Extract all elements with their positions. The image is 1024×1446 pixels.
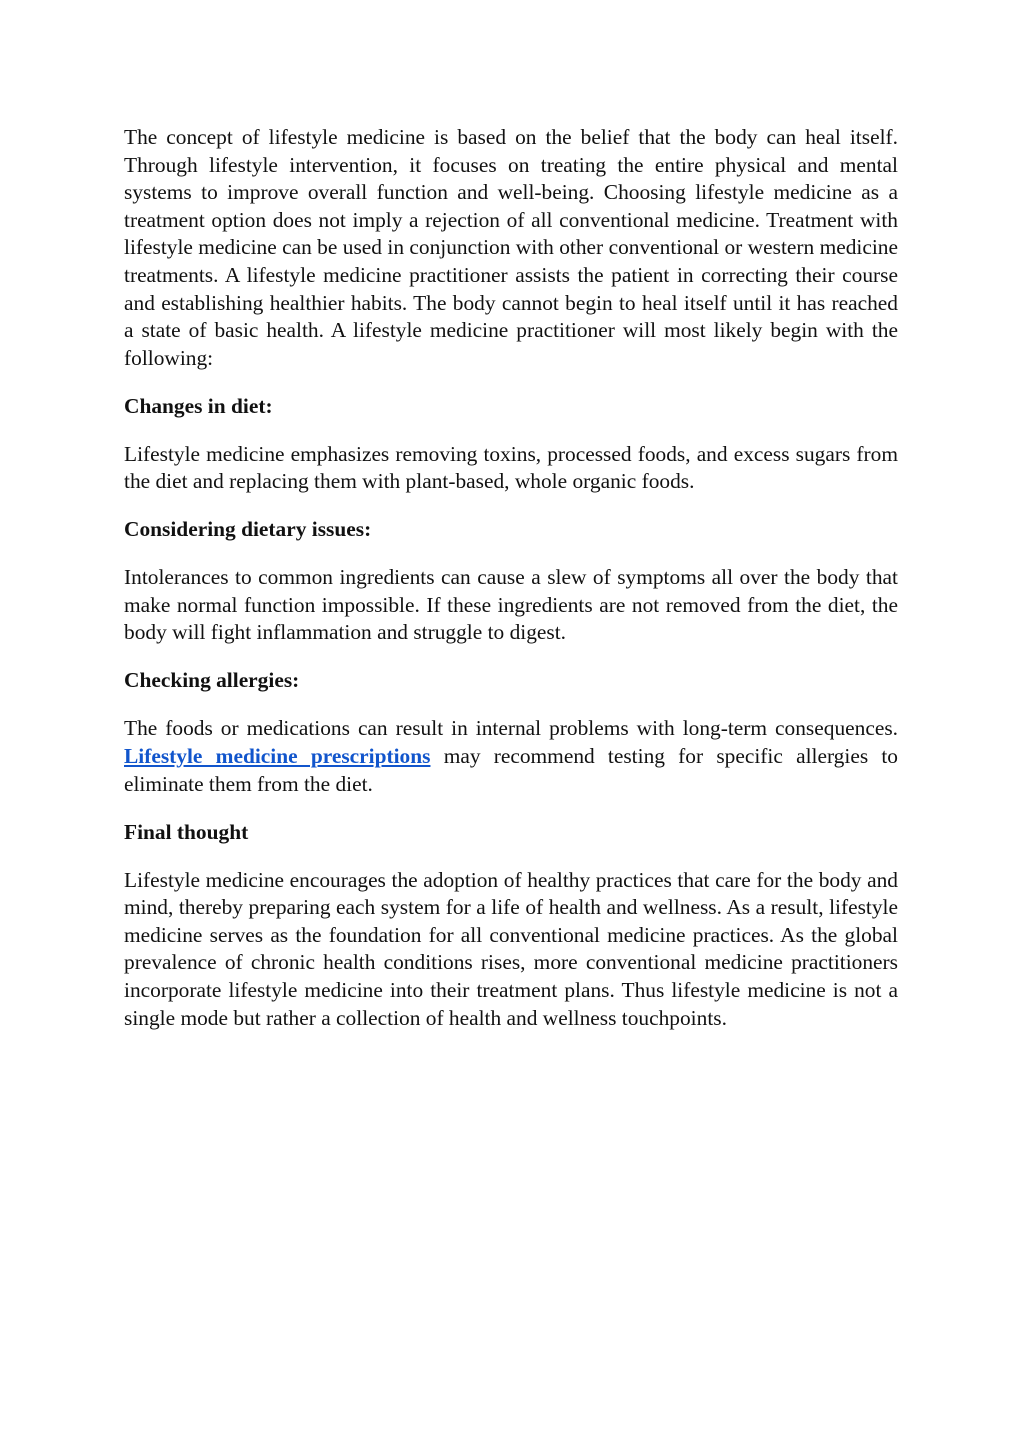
paragraph-changes-in-diet: Lifestyle medicine emphasizes removing toxins, processed foods, and excess sugars from the diet and replacing them with plant-based, whole organic foods. [124,441,898,494]
allergies-text-before-link: The foods or medications can result in internal problems with long-term consequences. [124,716,898,741]
paragraph-checking-allergies [124,715,898,798]
paragraph-considering-dietary-issues: Intolerances to common ingredients can cause a slew of symptoms all over the body that make normal function impossible. If these ingredients are not removed from the diet, the body will fight inflammation and struggle to digest. [124,565,898,645]
heading-considering-dietary-issues: Considering dietary issues: [124,517,372,542]
document-page [124,124,898,1053]
allergies-text-after-link: may recommend testing for specific allergies to eliminate them from the diet. [124,744,898,796]
heading-final-thought: Final thought [124,819,249,844]
heading-changes-in-diet: Changes in diet: [124,393,273,418]
lifestyle-medicine-prescriptions-link[interactable]: Lifestyle medicine prescriptions [124,744,431,769]
heading-checking-allergies: Checking allergies: [124,668,300,693]
paragraph-final-thought: Lifestyle medicine encourages the adoption of healthy practices that care for the body and mind, thereby preparing each system for a life of health and wellness. As a result, lifestyle medicine serves as the foundation for all conventional medicine practices. As the global prevalence of chronic health conditions rises, more conventional medicine practitioners incorporate lifestyle medicine into their treatment plans. Thus lifestyle medicine is not a single mode but rather a collection of health and wellness touchpoints. [124,867,898,1030]
intro-paragraph: The concept of lifestyle medicine is based on the belief that the body can heal itself. Through lifestyle intervention, it focuses on treating the entire physical and mental systems to improve overall function and well-being. Choosing lifestyle medicine as a treatment option does not imply a rejection of all conventional medicine. Treatment with lifestyle medicine can be used in conjunction with other conventional or western medicine treatments. A lifestyle medicine practitioner assists the patient in correcting their course and establishing healthier habits. The body cannot begin to heal itself until it has reached a state of basic health. A lifestyle medicine practitioner will most likely begin with the following: [124,125,898,370]
